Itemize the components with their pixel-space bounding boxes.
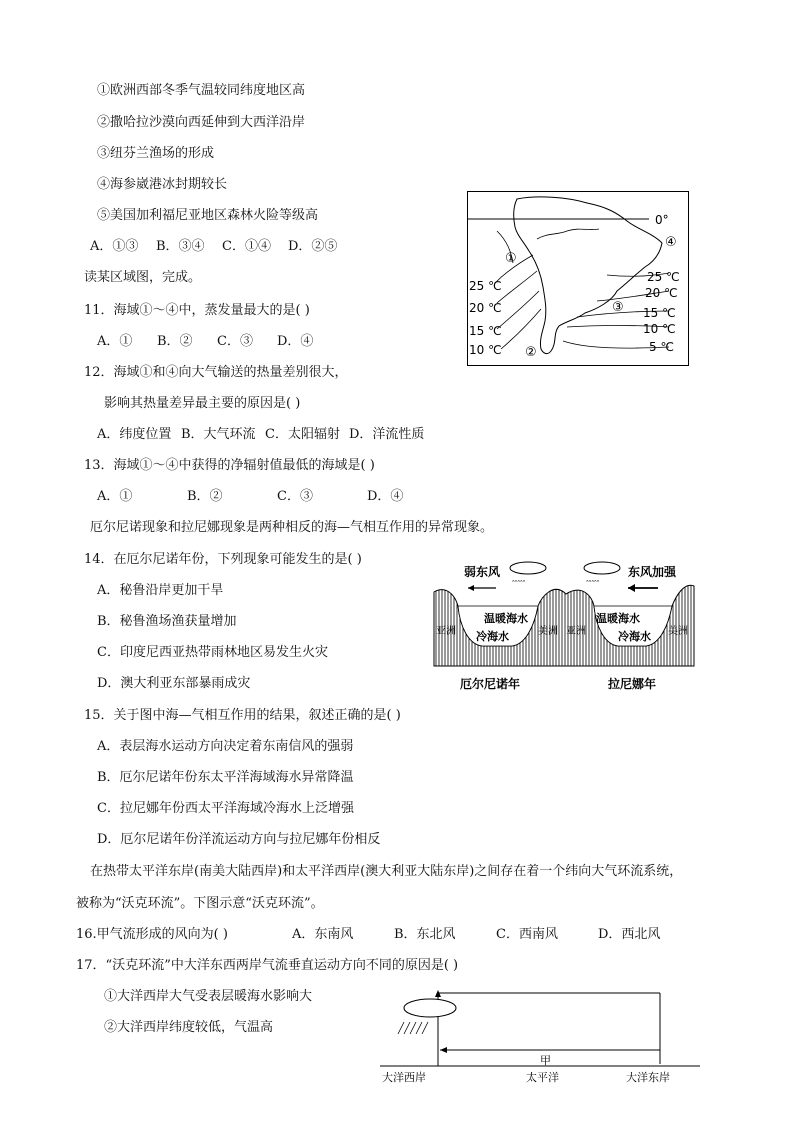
option-b: B．③④ bbox=[156, 239, 205, 254]
weak-east-wind-label: 弱东风 bbox=[464, 565, 501, 579]
statement-4: ④海参崴港冰封期较长 bbox=[97, 177, 228, 192]
cloud-rain-icon bbox=[584, 562, 620, 582]
map-intro: 读某区域图，完成。 bbox=[84, 270, 202, 285]
option-a: A．①③ bbox=[90, 239, 139, 254]
q16-options bbox=[292, 926, 660, 944]
option-d: D．④ bbox=[367, 489, 404, 504]
sea-label-1: ① bbox=[505, 251, 517, 266]
q10-options bbox=[90, 238, 337, 256]
q12-options bbox=[97, 426, 424, 444]
enso-figure bbox=[432, 556, 696, 694]
q15-option-d: D．厄尔尼诺年份洋流运动方向与拉尼娜年份相反 bbox=[97, 832, 381, 847]
cold-water-label-right: 冷海水 bbox=[618, 630, 651, 643]
sea-label-3: ③ bbox=[612, 300, 624, 315]
la-nina-caption: 拉尼娜年 bbox=[608, 677, 657, 691]
option-c: C．①④ bbox=[222, 239, 271, 254]
q14-option-b: B．秘鲁渔场渔获量增加 bbox=[97, 614, 237, 629]
walker-circulation-figure bbox=[380, 988, 702, 1088]
asia-label-right: 亚洲 bbox=[566, 626, 586, 637]
svg-text:ꞈꞈꞈꞈꞈ: ꞈꞈꞈꞈꞈ bbox=[586, 573, 600, 582]
isotherm-label-left-20: 20 ℃ bbox=[469, 301, 502, 315]
walker-intro-line2: 被称为“沃克环流”。下图示意“沃克环流”。 bbox=[76, 896, 324, 911]
cloud-rain-icon bbox=[398, 999, 456, 1034]
q16-stem: 16.甲气流形成的风向为( ) bbox=[76, 927, 228, 942]
option-b: B．② bbox=[157, 334, 193, 349]
option-c: C．③ bbox=[217, 334, 253, 349]
walker-intro-line1: 在热带太平洋东岸(南美大陆西岸)和太平洋西岸(澳大利亚大陆东岸)之间存在着一个纬向大气环流系统， bbox=[90, 864, 683, 879]
option-a: A．① bbox=[97, 334, 133, 349]
strong-east-wind-label: 东风加强 bbox=[628, 565, 677, 579]
option-d: D．④ bbox=[277, 334, 314, 349]
isotherm-label-right-15: 15 ℃ bbox=[643, 306, 676, 320]
cloud-rain-icon bbox=[510, 562, 546, 582]
q12-stem-line1: 12．海域①和④向大气输送的热量差别很大， bbox=[84, 365, 348, 380]
q15-option-a: A．表层海水运动方向决定着东南信风的强弱 bbox=[97, 739, 354, 754]
q15-stem: 15．关于图中海—气相互作用的结果，叙述正确的是( ) bbox=[84, 708, 401, 723]
q17-item-1: ①大洋西岸大气受表层暖海水影响大 bbox=[104, 989, 313, 1004]
ocean-east-label: 大洋东岸 bbox=[626, 1071, 670, 1084]
jia-flow-label: 甲 bbox=[540, 1054, 551, 1067]
warm-water-label-right: 温暖海水 bbox=[596, 612, 640, 625]
sea-label-2: ② bbox=[525, 345, 537, 360]
q11-stem: 11．海域①～④中，蒸发量最大的是( ) bbox=[84, 303, 310, 318]
statement-3: ③纽芬兰渔场的形成 bbox=[97, 146, 215, 161]
isotherm-label-right-25: 25 ℃ bbox=[647, 270, 680, 284]
isotherm-label-left-25: 25 ℃ bbox=[469, 279, 502, 293]
option-a: A．① bbox=[97, 489, 133, 504]
option-a: A．东南风 bbox=[292, 927, 354, 942]
q14-option-a: A．秘鲁沿岸更加干旱 bbox=[97, 583, 224, 598]
isotherm-label-right-5: 5 ℃ bbox=[649, 340, 674, 354]
isotherm-label-left-15: 15 ℃ bbox=[469, 324, 502, 338]
isotherm-label-right-20: 20 ℃ bbox=[645, 286, 678, 300]
option-b: B．② bbox=[187, 489, 223, 504]
option-d: D．西北风 bbox=[598, 927, 661, 942]
asia-label-left: 亚洲 bbox=[436, 626, 456, 637]
q14-option-c: C．印度尼西亚热带雨林地区易发生火灾 bbox=[97, 645, 328, 660]
america-label-right: 美洲 bbox=[668, 626, 688, 637]
ocean-west-label: 大洋西岸 bbox=[382, 1071, 426, 1084]
statement-5: ⑤美国加利福尼亚地区森林火险等级高 bbox=[97, 208, 319, 223]
q11-options bbox=[97, 333, 313, 351]
isotherm-label-right-10: 10 ℃ bbox=[643, 322, 676, 336]
sea-label-4: ④ bbox=[665, 235, 677, 250]
q14-stem: 14．在厄尔尼诺年份，下列现象可能发生的是( ) bbox=[84, 552, 362, 567]
q12-stem-line2: 影响其热量差异最主要的原因是( ) bbox=[104, 396, 301, 411]
equator-label: 0° bbox=[655, 213, 669, 227]
el-nino-caption: 厄尔尼诺年 bbox=[460, 677, 521, 691]
weak-east-wind-arrowhead bbox=[468, 585, 474, 591]
statement-2: ②撒哈拉沙漠向西延伸到大西洋沿岸 bbox=[97, 115, 306, 130]
q17-stem: 17．“沃克环流”中大洋东西两岸气流垂直运动方向不同的原因是( ) bbox=[76, 958, 459, 973]
option-c: C．③ bbox=[277, 489, 313, 504]
q13-stem: 13．海域①～④中获得的净辐射值最低的海域是( ) bbox=[84, 458, 375, 473]
q15-option-b: B．厄尔尼诺年份东太平洋海域海水异常降温 bbox=[97, 770, 354, 785]
cold-water-label-left: 冷海水 bbox=[476, 630, 509, 643]
q13-options bbox=[97, 488, 403, 506]
pacific-label: 太平洋 bbox=[526, 1071, 559, 1084]
strong-east-wind-arrowhead bbox=[628, 584, 635, 592]
q14-option-d: D．澳大利亚东部暴雨成灾 bbox=[97, 676, 251, 691]
option-a: A．纬度位置 bbox=[97, 427, 172, 442]
isotherm-map-figure bbox=[467, 191, 689, 366]
q17-item-2: ②大洋西岸纬度较低，气温高 bbox=[104, 1020, 274, 1035]
statement-1: ①欧洲西部冬季气温较同纬度地区高 bbox=[97, 83, 306, 98]
option-b: B．大气环流 bbox=[181, 427, 256, 442]
option-d: D．②⑤ bbox=[288, 239, 338, 254]
q15-option-c: C．拉尼娜年份西太平洋海域冷海水上泛增强 bbox=[97, 801, 354, 816]
option-c: C．西南风 bbox=[496, 927, 558, 942]
svg-text:ꞈꞈꞈꞈꞈ: ꞈꞈꞈꞈꞈ bbox=[512, 573, 526, 582]
surface-flow-arrowhead bbox=[440, 1047, 447, 1053]
enso-intro: 厄尔尼诺现象和拉尼娜现象是两种相反的海—气相互作用的异常现象。 bbox=[90, 520, 494, 535]
warm-water-label-left: 温暖海水 bbox=[484, 612, 528, 625]
america-label-left: 美洲 bbox=[538, 626, 558, 637]
option-b: B．东北风 bbox=[394, 927, 456, 942]
option-d: D．洋流性质 bbox=[349, 427, 425, 442]
isotherm-label-left-10: 10 ℃ bbox=[469, 343, 502, 357]
option-c: C．太阳辐射 bbox=[265, 427, 340, 442]
